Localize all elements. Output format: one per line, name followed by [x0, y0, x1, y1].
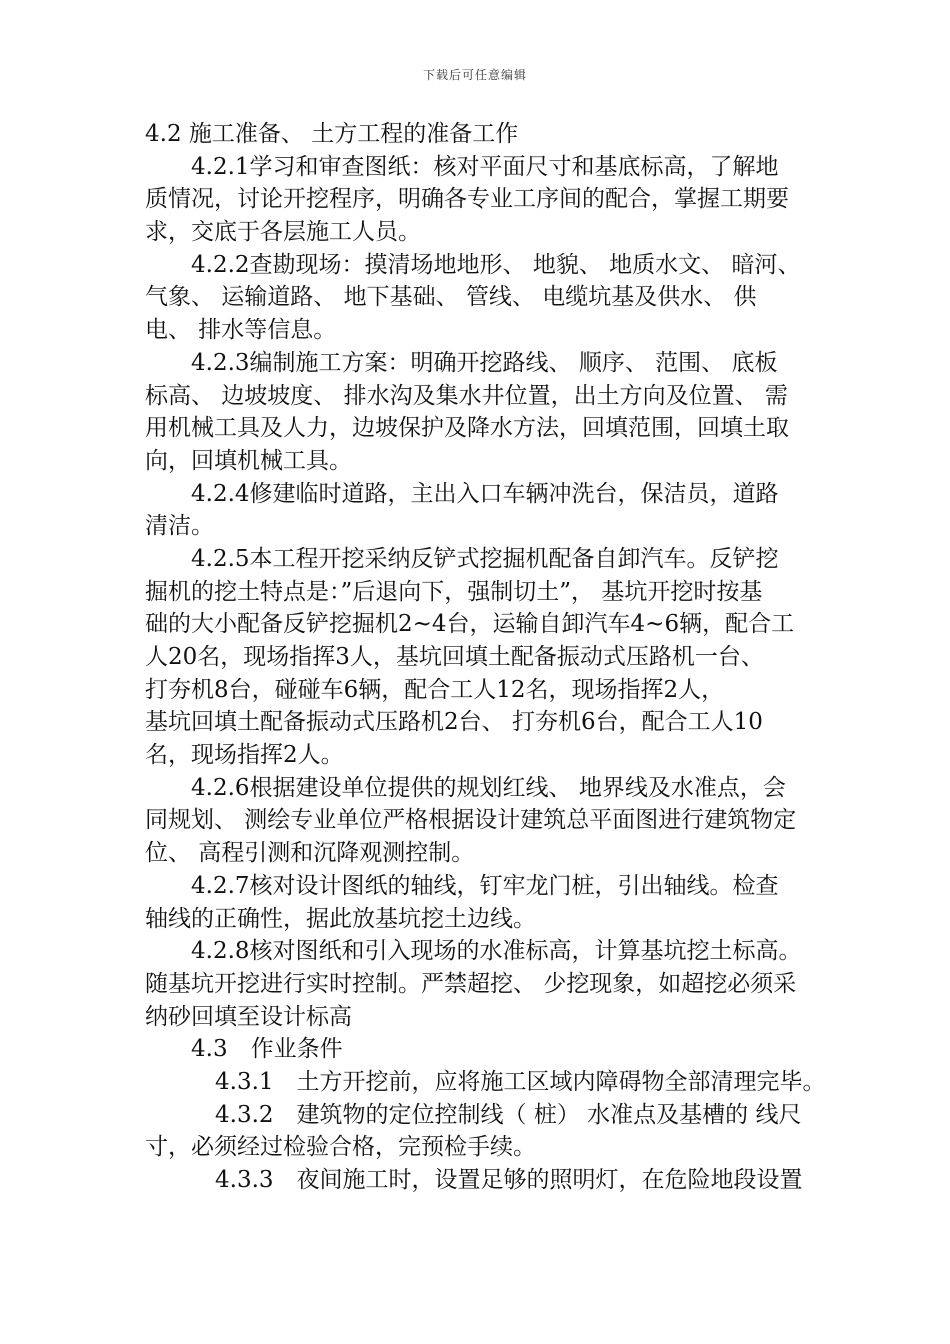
text-line: 4.2.2查勘现场：摸清场地地形、 地貌、 地质水文、 暗河、	[191, 251, 801, 278]
text-line: 4.2.6根据建设单位提供的规划红线、 地界线及水准点，会	[191, 774, 786, 801]
page-header-note: 下载后可任意编辑	[422, 68, 527, 82]
text-line: 位、 高程引测和沉降观测控制。	[145, 840, 475, 867]
text-line: 气象、 运输道路、 地下基础、 管线、 电缆坑基及供水、 供	[145, 284, 757, 311]
text-line: 4.2.5本工程开挖采纳反铲式挖掘机配备自卸汽车。反铲挖	[191, 545, 779, 572]
text-line: 4.3.1 土方开挖前，应将施工区域内障碍物全部清理完毕。	[215, 1068, 826, 1095]
text-line: 质情况，讨论开挖程序，明确各专业工序间的配合，掌握工期要	[145, 186, 789, 213]
text-line: 础的大小配备反铲挖掘机2~4台，运输自卸汽车4~6辆，配合工	[145, 611, 795, 638]
text-line: 纳砂回填至设计标高	[145, 1003, 352, 1030]
text-line: 4.2 施工准备、 土方工程的准备工作	[145, 121, 519, 147]
text-line: 向，回填机械工具。	[145, 447, 352, 474]
text-line: 4.2.3编制施工方案：明确开挖路线、 顺序、 范围、 底板	[191, 349, 778, 376]
text-line: 标高、 边坡坡度、 排水沟及集水井位置，出土方向及位置、 需	[145, 382, 788, 409]
text-line: 寸，必须经过检验合格，完预检手续。	[145, 1134, 536, 1161]
text-line: 4.3 作业条件	[191, 1036, 343, 1063]
text-line: 名，现场指挥2人。	[145, 742, 344, 769]
text-line: 4.2.8核对图纸和引入现场的水准标高，计算基坑挖土标高。	[191, 938, 802, 965]
text-line: 人20名，现场指挥3人，基坑回填土配备振动式压路机一台、	[145, 644, 764, 670]
text-line: 求，交底于各层施工人员。	[145, 219, 421, 246]
text-line: 用机械工具及人力，边坡保护及降水方法，回填范围，回填土取	[145, 415, 789, 442]
text-line: 4.3.3 夜间施工时，设置足够的照明灯，在危险地段设置	[215, 1167, 803, 1193]
document-body	[145, 118, 826, 1197]
text-line: 4.2.4修建临时道路，主出入口车辆冲洗台，保洁员，道路	[191, 480, 779, 507]
text-line: 4.2.1学习和审查图纸：核对平面尺寸和基底标高，了解地	[191, 153, 779, 180]
text-line: 基坑回填土配备振动式压路机2台、 打夯机6台，配合工人10	[145, 709, 763, 736]
text-line: 清洁。	[145, 513, 214, 540]
text-line: 轴线的正确性，据此放基坑挖土边线。	[145, 905, 536, 932]
text-line: 随基坑开挖进行实时控制。严禁超挖、 少挖现象，如超挖必须采	[145, 970, 797, 997]
text-line: 打夯机8台，碰碰车6辆，配合工人12名，现场指挥2人，	[145, 676, 725, 703]
text-line: 电、 排水等信息。	[145, 317, 337, 344]
text-line: 4.2.7核对设计图纸的轴线，钉牢龙门桩，引出轴线。检查	[191, 872, 779, 899]
text-line: 同规划、 测绘专业单位严格根据设计建筑总平面图进行建筑物定	[145, 807, 797, 834]
text-line: 4.3.2 建筑物的定位控制线（ 桩） 水准点及基槽的 线尺	[215, 1101, 802, 1128]
text-line: 掘机的挖土特点是：”后退向下，强制切土”， 基坑开挖时按基	[145, 578, 763, 605]
